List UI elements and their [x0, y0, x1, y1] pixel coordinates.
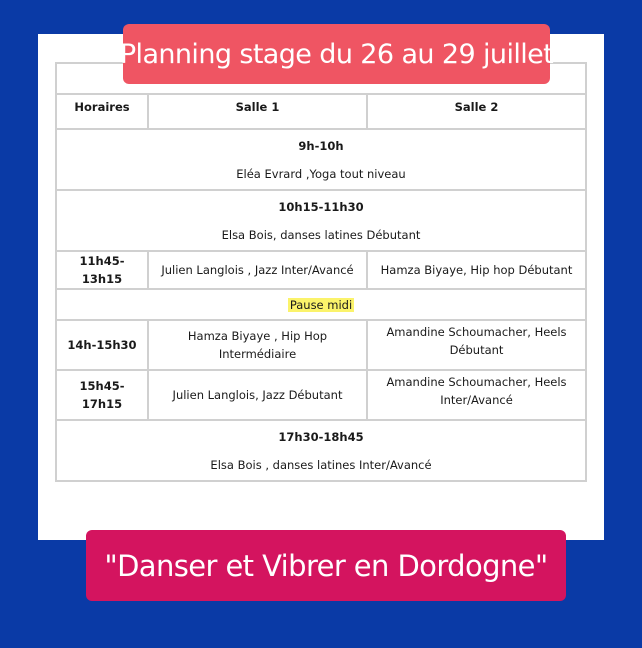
table-row: [56, 251, 586, 289]
table-row: [56, 129, 586, 190]
session-time: 9h-10h: [298, 138, 344, 153]
header-horaires: Horaires: [56, 94, 148, 129]
salle-2-cell: Amandine Schoumacher, Heels Débutant: [367, 320, 586, 370]
header-salle-2: Salle 2: [367, 94, 586, 129]
salle-1-cell: Hamza Biyaye , Hip Hop Intermédiaire: [148, 320, 367, 370]
pause-cell: [56, 289, 586, 320]
slogan-banner: [86, 530, 566, 601]
session-cell: [56, 190, 586, 251]
salle-1-cell: Julien Langlois , Jazz Inter/Avancé: [148, 251, 367, 289]
header-salle-1: Salle 1: [148, 94, 367, 129]
title-banner: [119, 24, 554, 84]
table-row: [56, 370, 586, 420]
time-cell: 15h45-17h15: [56, 370, 148, 420]
table-row: [56, 320, 586, 370]
table-header-row: [56, 94, 586, 129]
session-description: Elsa Bois, danses latines Débutant: [221, 227, 421, 242]
time-cell: 11h45-13h15: [56, 251, 148, 289]
salle-2-cell: Amandine Schoumacher, Heels Inter/Avancé: [367, 370, 586, 420]
session-cell: [56, 420, 586, 481]
session-time: 10h15-11h30: [278, 199, 364, 214]
session-description: Elsa Bois , danses latines Inter/Avancé: [210, 457, 432, 472]
table-row: [56, 420, 586, 481]
table-row: [56, 190, 586, 251]
time-cell: 14h-15h30: [56, 320, 148, 370]
table-row-pause: [56, 289, 586, 320]
session-description: Eléa Evrard ,Yoga tout niveau: [236, 166, 406, 181]
session-cell: [56, 129, 586, 190]
slogan-text: "Danser et Vibrer en Dordogne": [104, 548, 548, 583]
schedule-table: [55, 62, 587, 482]
salle-2-cell: Hamza Biyaye, Hip hop Débutant: [367, 251, 586, 289]
pause-label: Pause midi: [289, 297, 353, 312]
session-time: 17h30-18h45: [278, 429, 364, 444]
salle-1-cell: Julien Langlois, Jazz Débutant: [148, 370, 367, 420]
page-title: Planning stage du 26 au 29 juillet: [119, 38, 554, 70]
